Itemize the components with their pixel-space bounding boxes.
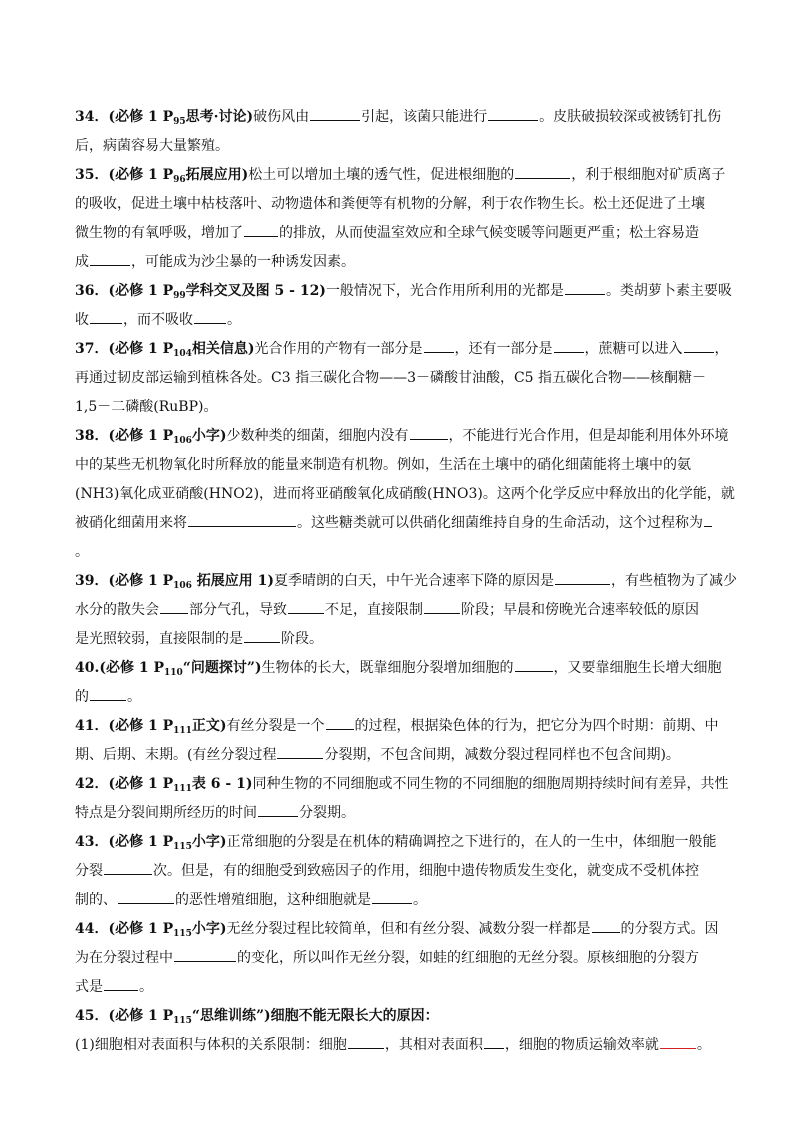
text: 收 (75, 312, 89, 328)
source-tag: (必修 1 P (108, 921, 174, 937)
answer-blank[interactable] (592, 920, 620, 933)
text: 是光照较弱，直接限制的是 (75, 631, 243, 647)
text: 的恶性增殖细胞，这种细胞就是 (175, 892, 371, 908)
answer-blank[interactable] (258, 804, 298, 817)
text: 部分气孔，导致 (189, 602, 287, 618)
source-tag: (必修 1 P (108, 1008, 174, 1024)
answer-blank[interactable] (277, 746, 323, 759)
page-subscript: 95 (173, 117, 186, 127)
text: 少数种类的细菌，细胞内没有 (226, 428, 409, 444)
text: 阶段。 (281, 631, 323, 647)
text: 。这些糖类就可以供硝化细菌维持自身的生命活动，这个过程称为 (297, 515, 703, 531)
source-tag: (必修 1 P (108, 109, 174, 125)
answer-blank[interactable] (310, 108, 360, 121)
answer-blank[interactable] (194, 311, 226, 324)
question-44-line-3 (75, 973, 725, 1002)
answer-blank[interactable] (90, 688, 126, 701)
text: ， (714, 341, 729, 357)
answer-blank[interactable] (104, 978, 138, 991)
question-number: 42． (75, 776, 109, 792)
answer-blank[interactable] (326, 717, 354, 730)
answer-blank[interactable] (288, 601, 324, 614)
source-tag: (必修 1 P (108, 573, 174, 589)
answer-blank[interactable] (90, 311, 122, 324)
question-45-line-2 (75, 1031, 725, 1060)
question-39-line-2 (75, 596, 725, 625)
question-39-line-3 (75, 625, 725, 654)
question-44-line-2 (75, 944, 725, 973)
question-number: 45． (75, 1008, 109, 1024)
answer-blank[interactable] (188, 514, 296, 527)
text: ，可能成为沙尘暴的一种诱发因素。 (131, 254, 355, 270)
question-34-line-2: 后，病菌容易大量繁殖。 (75, 138, 229, 154)
answer-blank[interactable] (104, 862, 152, 875)
text: ，有些植物为了减少 (611, 573, 738, 589)
question-number: 40. (75, 660, 100, 676)
page-subscript: 106 (173, 436, 192, 446)
source-tag-label: 表 6 - 1) (191, 776, 253, 792)
answer-blank[interactable] (515, 166, 570, 179)
text: 分裂期，不包含间期，减数分裂过程同样也不包含间期)。 (324, 747, 680, 763)
text: 为在分裂过程中 (75, 950, 173, 966)
text: 正常细胞的分裂是在机体的精确调控之下进行的，在人的一生中，体细胞一般能 (226, 834, 717, 850)
answer-blank[interactable] (488, 108, 538, 121)
question-40-line-2 (75, 683, 725, 712)
text: (1)细胞相对表面积与体积的关系限制：细胞 (75, 1037, 347, 1053)
question-36-line-1 (75, 277, 732, 308)
page-subscript: 115 (173, 929, 192, 939)
source-tag-label: 正文) (191, 718, 227, 734)
text: 次。但是，有的细胞受到致癌因子的作用，细胞中遗传物质发生变化，就变成不受机体控 (153, 863, 699, 879)
question-41-line-2 (75, 741, 725, 770)
text: 的过程，根据染色体的行为，把它分为四个时期：前期、中 (354, 718, 719, 734)
text: 夏季晴朗的白天，中午光合速率下降的原因是 (274, 573, 555, 589)
text: 阶段；早晨和傍晚光合速率较低的原因 (461, 602, 699, 618)
page-subscript: 111 (173, 784, 192, 794)
answer-blank[interactable] (118, 891, 174, 904)
text: ，细胞的物质运输效率就 (504, 1037, 659, 1053)
text: 同种生物的不同细胞或不同生物的不同细胞的细胞周期持续时间有差异，共性 (252, 776, 729, 792)
source-tag: (必修 1 P (108, 167, 174, 183)
question-38-line-5: 。 (75, 544, 89, 560)
text: ，不能进行光合作用，但是却能利用体外环境 (448, 428, 729, 444)
text: 水分的散失会 (75, 602, 159, 618)
question-number: 38． (75, 428, 109, 444)
text: ，又要靠细胞生长增大细胞 (553, 660, 722, 676)
question-41-line-1 (75, 712, 725, 743)
question-42-line-2 (75, 799, 725, 828)
text: 。 (413, 892, 427, 908)
source-tag: (必修 1 P (108, 428, 174, 444)
question-42-line-1 (75, 770, 729, 801)
page-subscript: 104 (173, 349, 192, 359)
page-subscript: 115 (173, 842, 192, 852)
text: 被硝化细菌用来将 (75, 515, 187, 531)
text: 式是 (75, 979, 103, 995)
text: 微生物的有氧呼吸，增加了 (75, 225, 243, 241)
text: 的变化，所以叫作无丝分裂，如蛙的红细胞的无丝分裂。原核细胞的分裂方 (237, 950, 699, 966)
text: 不足，直接限制 (325, 602, 423, 618)
text: 破伤风由 (253, 109, 310, 125)
question-38-line-2: 中的某些无机物氧化时所释放的能量来制造有机物。例如，生活在土壤中的硝化细菌能将土壤中的氨 (75, 457, 691, 473)
question-35-line-3 (75, 219, 725, 248)
question-37-line-2: 再通过韧皮部运输到植株各处。C3 指三碳化合物——3－磷酸甘油酸，C5 指五碳化合物——核酮糖－ (75, 370, 707, 386)
answer-blank[interactable] (410, 427, 448, 440)
question-number: 41． (75, 718, 109, 734)
source-tag: (必修 1 P (108, 718, 174, 734)
page-subscript: 110 (164, 668, 183, 678)
text: 无丝分裂过程比较简单，但和有丝分裂、减数分裂一样都是 (226, 921, 591, 937)
question-37-line-1 (75, 335, 729, 366)
page-subscript: 96 (173, 175, 186, 185)
answer-blank[interactable] (90, 253, 130, 266)
question-43-line-1 (75, 828, 725, 859)
text: 的分裂方式。因 (620, 921, 719, 937)
answer-blank[interactable] (424, 340, 454, 353)
text: 的排放，从而使温室效应和全球气候变暖等问题更严重；松土容易造 (279, 225, 699, 241)
answer-blank[interactable] (424, 601, 460, 614)
question-43-line-3 (75, 886, 725, 915)
text: 有丝分裂是一个 (226, 718, 325, 734)
question-38-line-4 (75, 509, 725, 538)
source-tag-label: 拓展应用) (185, 167, 249, 183)
text: 。皮肤破损较深或被锈钉扎伤 (539, 109, 722, 125)
question-35-line-4 (75, 248, 725, 277)
source-tag-label: 小字) (191, 921, 227, 937)
source-tag-label: 小字) (191, 428, 227, 444)
answer-blank-red[interactable] (660, 1036, 696, 1049)
source-tag-label: 相关信息) (191, 341, 255, 357)
question-36-line-2 (75, 306, 725, 335)
text: ，还有一部分是 (454, 341, 553, 357)
question-number: 39． (75, 573, 109, 589)
source-tag-label: 拓展应用 1) (191, 573, 275, 589)
text: 。 (227, 312, 241, 328)
text: ，利于根细胞对矿质离子 (571, 167, 726, 183)
question-number: 43． (75, 834, 109, 850)
answer-blank[interactable] (244, 630, 280, 643)
source-tag: (必修 1 P (108, 776, 174, 792)
question-number: 36． (75, 283, 109, 299)
question-38-line-1 (75, 422, 729, 453)
page-subscript: 106 (173, 581, 192, 591)
question-number: 44． (75, 921, 109, 937)
question-number: 37． (75, 341, 109, 357)
source-tag-label: “问题探讨”) (182, 660, 262, 676)
page-subscript: 115 (173, 1016, 192, 1026)
answer-blank[interactable] (555, 572, 610, 585)
answer-blank[interactable] (372, 891, 412, 904)
answer-blank[interactable] (554, 340, 584, 353)
source-tag-label: 小字) (191, 834, 227, 850)
text: 特点是分裂间期所经历的时间 (75, 805, 257, 821)
source-tag-label: 思考·讨论) (185, 109, 254, 125)
text: 期、后期、末期。(有丝分裂过程 (75, 747, 277, 763)
source-tag-label: “思维训练”)细胞不能无限长大的原因： (191, 1008, 439, 1024)
answer-blank[interactable] (704, 514, 712, 527)
text: 引起，该菌只能进行 (361, 109, 488, 125)
question-38-line-3: (NH3)氧化成亚硝酸(HNO2)，进而将亚硝酸氧化成硝酸(HNO3)。这两个化学反应中释放出的化学能，就 (75, 486, 735, 502)
answer-blank[interactable] (515, 659, 553, 672)
question-35-line-1 (75, 161, 725, 192)
text: ，而不吸收 (123, 312, 193, 328)
text: 光合作用的产物有一部分是 (254, 341, 423, 357)
source-tag: (必修 1 P (108, 283, 174, 299)
question-39-line-1 (75, 567, 738, 598)
text: 分裂期。 (299, 805, 355, 821)
answer-blank[interactable] (174, 949, 236, 962)
text: 松土可以增加土壤的透气性，促进根细胞的 (248, 167, 515, 183)
question-34-line-1 (75, 103, 725, 134)
answer-blank[interactable] (244, 224, 278, 237)
answer-blank[interactable] (160, 601, 188, 614)
question-44-line-1 (75, 915, 725, 946)
answer-blank[interactable] (348, 1036, 384, 1049)
source-tag-label: 学科交叉及图 5 - 12) (185, 283, 326, 299)
source-tag: (必修 1 P (108, 834, 174, 850)
text: ，蔗糖可以进入 (584, 341, 683, 357)
source-tag: (必修 1 P (99, 660, 164, 676)
page-subscript: 99 (173, 291, 186, 301)
question-37-line-3: 1,5－二磷酸(RuBP)。 (75, 399, 218, 415)
page-subscript: 111 (173, 726, 192, 736)
question-45-line-1 (75, 1002, 725, 1033)
text: 一般情况下，光合作用所利用的光都是 (325, 283, 564, 299)
text: 。类胡萝卜素主要吸 (605, 283, 732, 299)
text: 。 (127, 689, 141, 705)
answer-blank[interactable] (565, 282, 605, 295)
text: ，其相对表面积 (384, 1037, 483, 1053)
question-43-line-2 (75, 857, 725, 886)
answer-blank[interactable] (684, 340, 714, 353)
question-35-line-2: 的吸收，促进土壤中枯枝落叶、动物遗体和粪便等有机物的分解，利于农作物生长。松土还促进了土壤 (75, 196, 705, 212)
question-number: 34． (75, 109, 109, 125)
text: 。 (696, 1037, 711, 1053)
text: 成 (75, 254, 89, 270)
source-tag: (必修 1 P (108, 341, 174, 357)
question-40-line-1 (75, 654, 725, 685)
text: 生物体的长大，既靠细胞分裂增加细胞的 (261, 660, 514, 676)
text: 制的、 (75, 892, 117, 908)
question-number: 35． (75, 167, 109, 183)
text: 。 (139, 979, 153, 995)
text: 分裂 (75, 863, 103, 879)
text: 的 (75, 689, 89, 705)
answer-blank[interactable] (484, 1036, 504, 1049)
